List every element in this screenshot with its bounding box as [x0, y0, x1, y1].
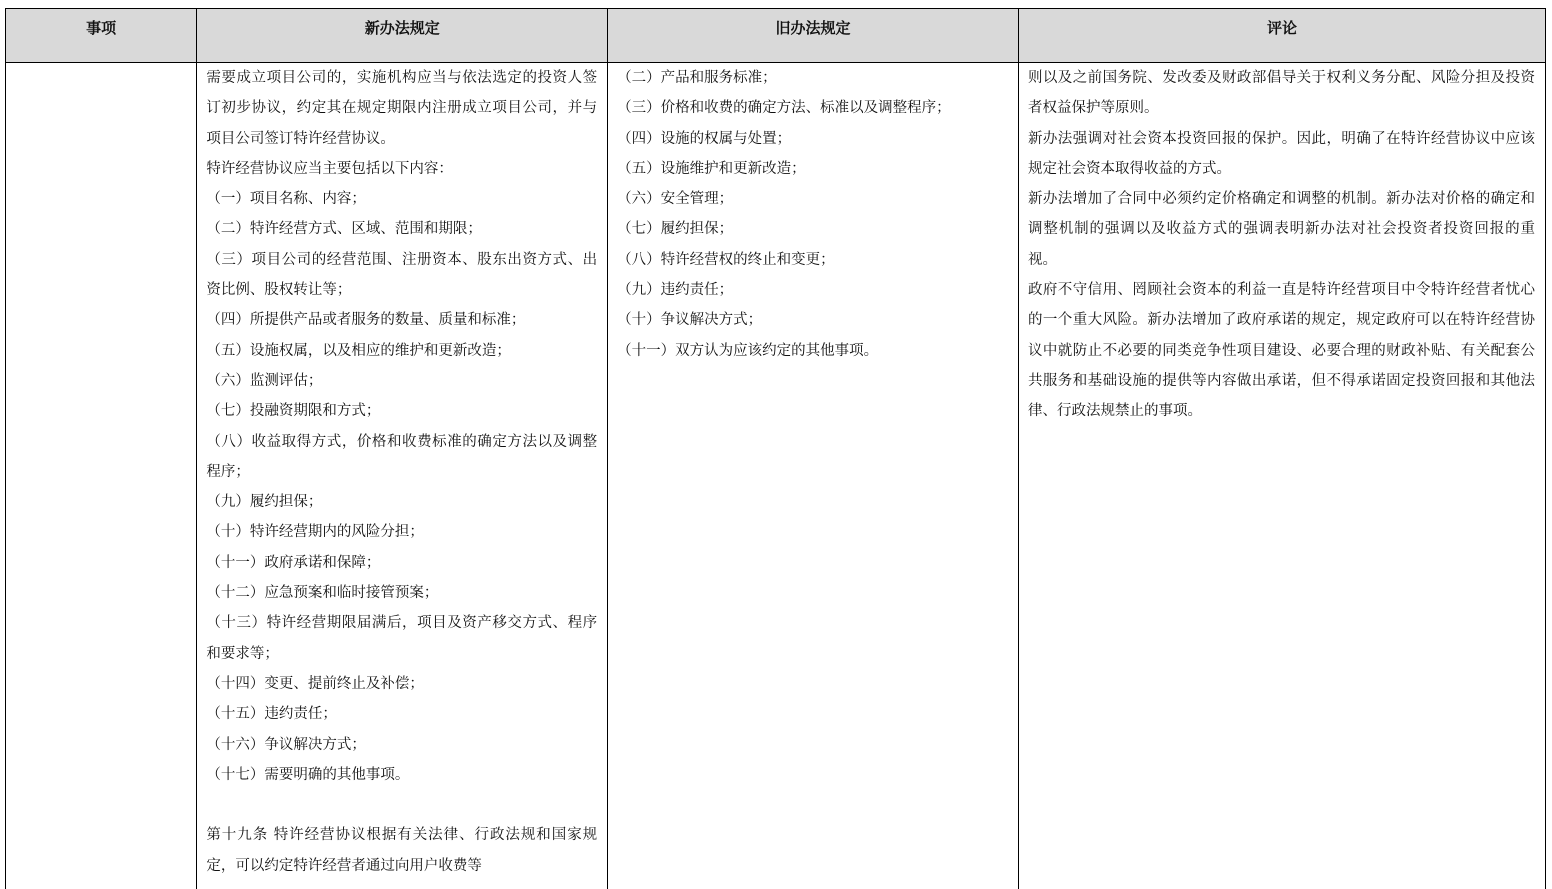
new-rules-paragraph: （五）设施权属，以及相应的维护和更新改造； [206, 342, 511, 359]
old-rules-paragraph: （四）设施的权属与处置； [617, 130, 792, 147]
old-rules-paragraph: （五）设施维护和更新改造； [617, 160, 806, 177]
comment-paragraph: 则以及之前国务院、发改委及财政部倡导关于权利义务分配、风险分担及投资者权益保护等原则。 [1027, 70, 1535, 117]
cell-comment [1018, 63, 1545, 889]
new-rules-paragraph: 第十九条 特许经营协议根据有关法律、行政法规和国家规定，可以约定特许经营者通过向用户收费等 [206, 827, 598, 874]
old-rules-paragraph: （二）产品和服务标准； [617, 70, 777, 86]
header-new-rules-label: 新办法规定 [364, 19, 440, 37]
header-old-rules [608, 9, 1019, 63]
new-rules-paragraph: （十三）特许经营期限届满后，项目及资产移交方式、程序和要求等； [206, 615, 598, 662]
comment-paragraph: 政府不守信用、罔顾社会资本的利益一直是特许经营项目中令特许经营者忧心的一个重大风险。新办法增加了政府承诺的规定，规定政府可以在特许经营协议中就防止不必要的同类竞争性项目建设、必要合理的财政补贴、有关配套公共服务和基础设施的提供等内容做出承诺，但不得承诺固定投资回报和其他法律、行政法规禁止的事项。 [1027, 282, 1535, 420]
new-rules-paragraph: （十一）政府承诺和保障； [206, 554, 381, 571]
header-new-rules [197, 9, 608, 63]
old-rules-paragraph: （七）履约担保； [617, 221, 734, 238]
old-rules-paragraph: （八）特许经营权的终止和变更； [617, 251, 835, 268]
old-rules-paragraph: （三）价格和收费的确定方法、标准以及调整程序； [617, 100, 951, 117]
new-rules-paragraph: （十四）变更、提前终止及补偿； [206, 675, 424, 692]
header-comment-label: 评论 [1266, 19, 1297, 37]
new-rules-paragraph: （八）收益取得方式，价格和收费标准的确定方法以及调整程序； [206, 433, 598, 480]
cell-item-text [15, 63, 186, 889]
old-rules-text [617, 63, 1008, 889]
comment-text [1028, 63, 1535, 889]
new-rules-paragraph: （十五）违约责任； [206, 706, 337, 723]
new-rules-paragraph: （三）项目公司的经营范围、注册资本、股东出资方式、出资比例、股权转让等； [206, 251, 598, 299]
new-rules-paragraph: 需要成立项目公司的，实施机构应当与依法选定的投资人签订初步协议，约定其在规定期限内注册成立项目公司，并与项目公司签订特许经营协议。 [206, 70, 598, 147]
new-rules-paragraph: （十七）需要明确的其他事项。 [206, 766, 410, 783]
new-rules-paragraph: （六）监测评估； [206, 372, 323, 389]
header-old-rules-label: 旧办法规定 [775, 19, 851, 37]
cell-new-rules [197, 63, 608, 889]
new-rules-paragraph [206, 790, 597, 820]
old-rules-paragraph: （十一）双方认为应该约定的其他事项。 [617, 342, 879, 359]
old-rules-paragraph: （六）安全管理； [617, 191, 734, 208]
table-row [6, 63, 1546, 889]
comment-paragraph: 新办法增加了合同中必须约定价格确定和调整的机制。新办法对价格的确定和调整机制的强调以及收益方式的强调表明新办法对社会投资者投资回报的重视。 [1027, 191, 1535, 268]
header-item [6, 9, 197, 63]
new-rules-paragraph: （二）特许经营方式、区域、范围和期限； [206, 221, 482, 238]
new-rules-paragraph: （四）所提供产品或者服务的数量、质量和标准； [206, 312, 526, 329]
new-rules-paragraph: （十六）争议解决方式； [206, 736, 366, 753]
cell-item [6, 63, 197, 889]
cell-old-rules [608, 63, 1019, 889]
new-rules-paragraph: （九）履约担保； [206, 494, 323, 511]
new-rules-paragraph: （七）投融资期限和方式； [206, 403, 381, 420]
new-rules-text [206, 63, 597, 889]
new-rules-paragraph: （十二）应急预案和临时接管预案； [206, 585, 439, 602]
header-item-label: 事项 [86, 19, 117, 37]
new-rules-paragraph: （一）项目名称、内容； [206, 191, 366, 208]
old-rules-paragraph: （九）违约责任； [617, 282, 734, 299]
comment-paragraph: 新办法强调对社会资本投资回报的保护。因此，明确了在特许经营协议中应该规定社会资本取得收益的方式。 [1027, 130, 1535, 177]
header-row [6, 9, 1546, 63]
comparison-table [5, 8, 1546, 889]
old-rules-paragraph: （十）争议解决方式； [617, 312, 763, 329]
header-comment [1018, 9, 1545, 63]
new-rules-paragraph: 特许经营协议应当主要包括以下内容： [206, 160, 453, 177]
new-rules-paragraph: （十）特许经营期内的风险分担； [206, 524, 424, 541]
